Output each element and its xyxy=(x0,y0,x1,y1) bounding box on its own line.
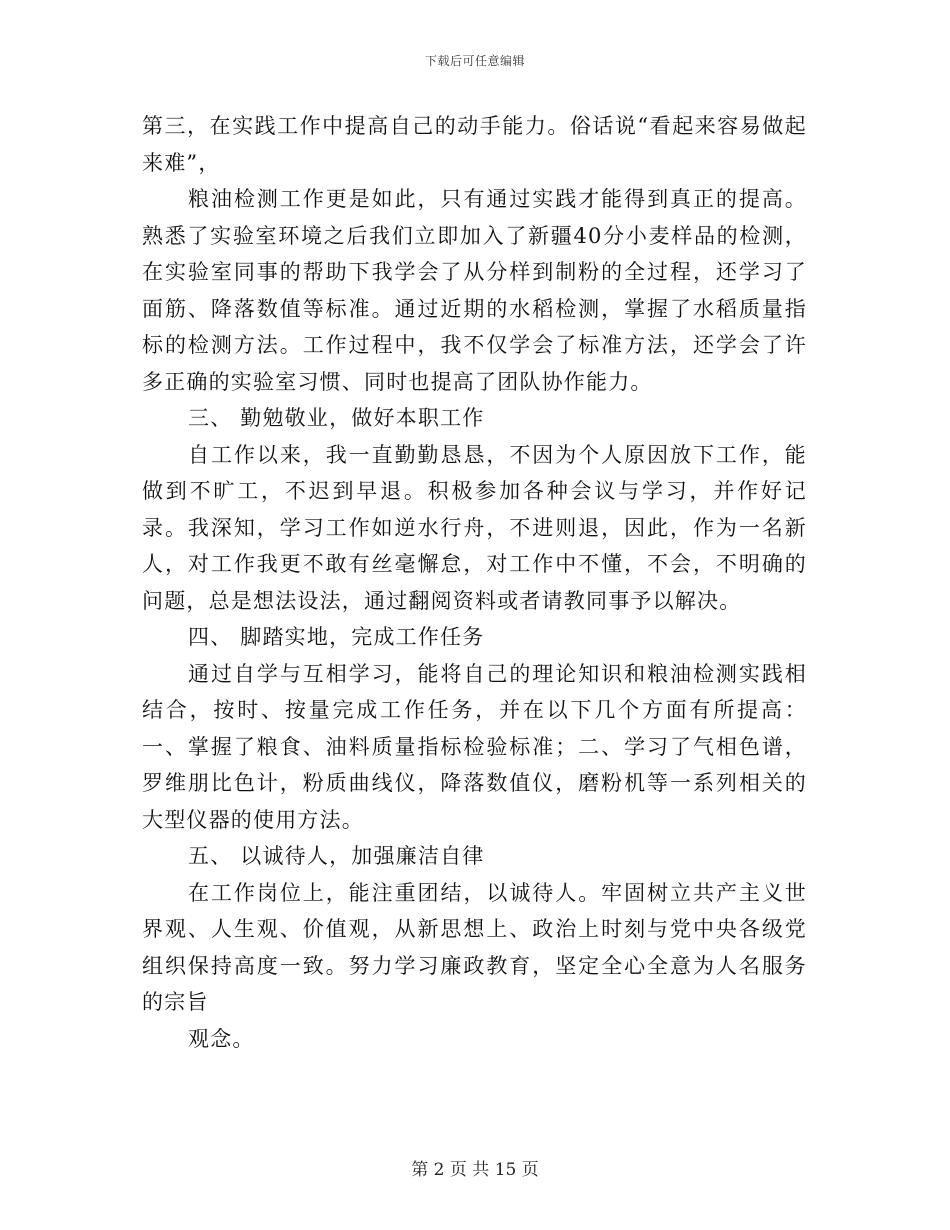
section-heading-tasks: 四、 脚踏实地，完成工作任务 xyxy=(188,625,485,649)
page-header-note: 下载后可任意编辑 xyxy=(424,54,525,68)
paragraph-grain-oil-testing: 粮油检测工作更是如此，只有通过实践才能得到真正的提高。熟悉了实验室环境之后我们立即加入了新疆40分小麦样品的检测，在实验室同事的帮助下我学会了从分样到制粉的全过程，还学习了面筋、降落数值等标准。通过近期的水稻检测，掌握了水稻质量指标的检测方法。工作过程中，我不仅学会了标准方法，还学会了许多正确的实验室习惯、同时也提高了团队协作能力。 xyxy=(142,187,807,394)
page-number-footer xyxy=(0,1155,950,1180)
document-body xyxy=(142,108,807,1057)
page-number-label: 第 2 页 共 15 页 xyxy=(411,1160,539,1180)
section-heading-diligence: 三、 勤勉敬业，做好本职工作 xyxy=(188,406,485,430)
paragraph-practice-intro: 第三，在实践工作中提高自己的动手能力。俗话说“看起来容易做起来难”， xyxy=(142,114,807,175)
paragraph-diligence: 自工作以来，我一直勤勤恳恳，不因为个人原因放下工作，能做到不旷工，不迟到早退。积极参加各种会议与学习，并作好记录。我深知，学习工作如逆水行舟，不进则退，因此，作为一名新人，对工作我更不敢有丝毫懈怠，对工作中不懂，不会，不明确的问题，总是想法设法，通过翻阅资料或者请教同事予以解决。 xyxy=(142,442,807,613)
paragraph-integrity: 在工作岗位上，能注重团结，以诚待人。牢固树立共产主义世界观、人生观、价值观，从新思想上、政治上时刻与党中央各级党组织保持高度一致。努力学习廉政教育，坚定全心全意为人名服务的宗旨 xyxy=(142,880,807,1014)
paragraph-tasks: 通过自学与互相学习，能将自己的理论知识和粮油检测实践相结合，按时、按量完成工作任务，并在以下几个方面有所提高：一、掌握了粮食、油料质量指标检验标准；二、学习了气相色谱，罗维朋比色计，粉质曲线仪，降落数值仪，磨粉机等一系列相关的大型仪器的使用方法。 xyxy=(142,661,807,832)
paragraph-integrity-end: 观念。 xyxy=(188,1026,255,1051)
section-heading-integrity: 五、 以诚待人，加强廉洁自律 xyxy=(188,844,485,868)
